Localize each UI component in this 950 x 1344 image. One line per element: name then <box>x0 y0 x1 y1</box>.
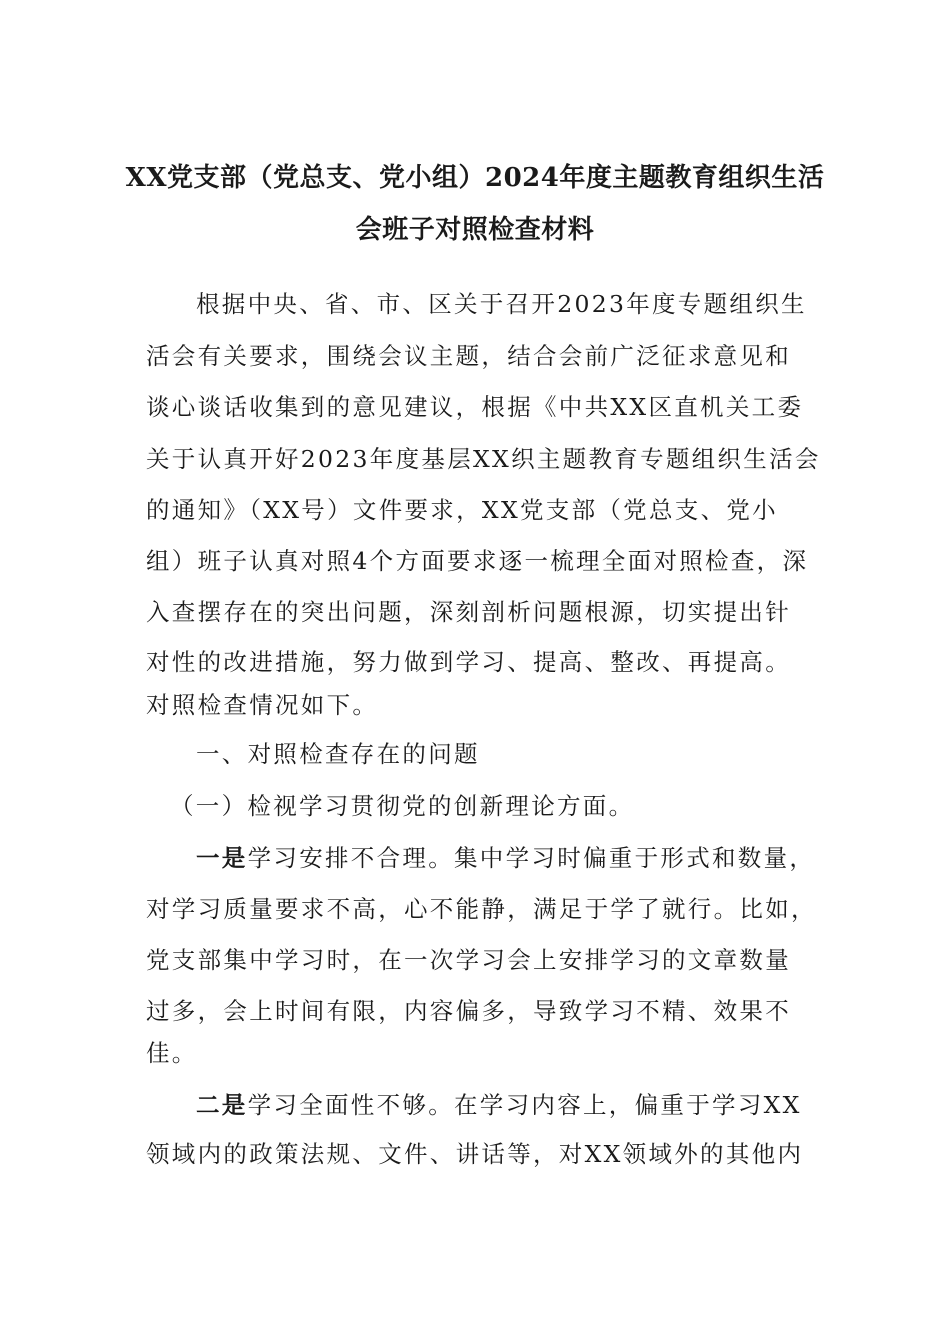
point-1-line: 对学习质量要求不高，心不能静，满足于学了就行。比如， <box>146 895 817 923</box>
point-1-line: 党支部集中学习时，在一次学习会上安排学习的文章数量 <box>146 946 791 974</box>
point-2-line: 领域内的政策法规、文件、讲话等，对XX领域外的其他内 <box>146 1140 804 1168</box>
point-1-line: 过多，会上时间有限，内容偏多，导致学习不精、效果不 <box>146 997 791 1025</box>
point-2-first-line <box>196 1089 802 1121</box>
point-2-lead: 二是 <box>196 1091 248 1119</box>
point-1-lead: 一是 <box>196 844 248 872</box>
intro-line: 对性的改进措施，努力做到学习、提高、整改、再提高。 <box>146 648 791 676</box>
intro-line: 关于认真开好2023年度基层XX织主题教育专题组织生活会 <box>146 445 821 473</box>
document-title-line-1: XX党支部（党总支、党小组）2024年度主题教育组织生活 <box>125 163 825 193</box>
intro-line: 根据中央、省、市、区关于召开2023年度专题组织生 <box>196 290 807 318</box>
intro-line: 谈心谈话收集到的意见建议，根据《中共XX区直机关工委 <box>146 393 804 421</box>
intro-line: 组）班子认真对照4个方面要求逐一梳理全面对照检查，深 <box>146 547 809 575</box>
subsection-heading: （一）检视学习贯彻党的创新理论方面。 <box>170 792 635 820</box>
point-1-line: 佳。 <box>146 1039 198 1067</box>
intro-line: 入查摆存在的突出问题，深刻剖析问题根源，切实提出针 <box>146 598 791 626</box>
section-heading: 一、对照检查存在的问题 <box>196 740 480 768</box>
intro-line: 的通知》（XX号）文件要求，XX党支部（党总支、党小 <box>146 496 778 524</box>
intro-line: 活会有关要求，围绕会议主题，结合会前广泛征求意见和 <box>146 342 791 370</box>
point-1-first-line <box>196 842 815 874</box>
point-1-text: 学习安排不合理。集中学习时偏重于形式和数量， <box>247 844 816 872</box>
intro-line: 对照检查情况如下。 <box>146 691 379 719</box>
point-2-text: 学习全面性不够。在学习内容上，偏重于学习XX <box>247 1091 802 1119</box>
document-title-line-2: 会班子对照检查材料 <box>355 215 595 245</box>
